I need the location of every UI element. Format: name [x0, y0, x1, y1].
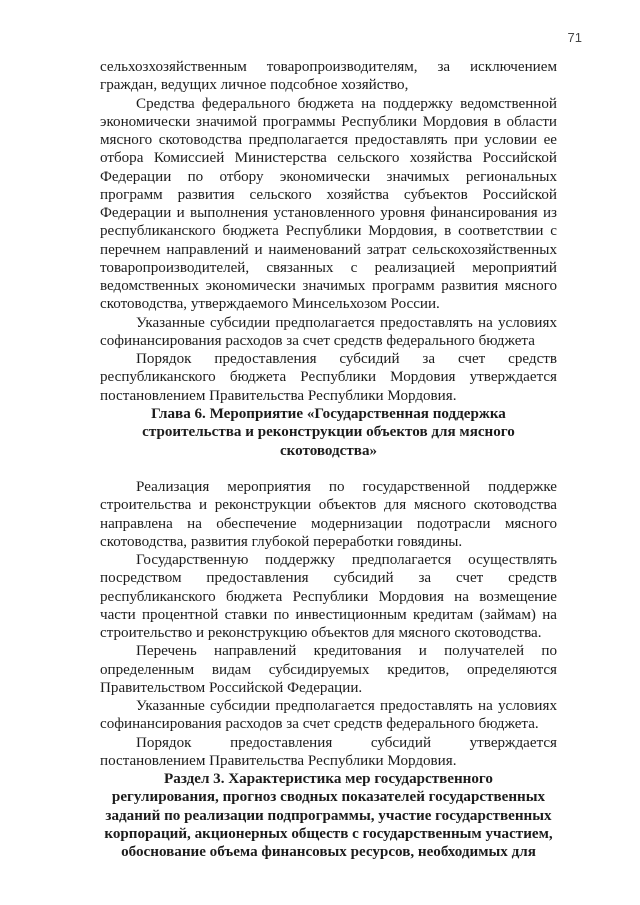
paragraph-credit-list: Перечень направлений кредитования и получателей по определенным видам субсидируемых кредитов, определяются Правительством Российской Федерации.	[100, 643, 557, 696]
paragraph-subsidies-federal: Указанные субсидии предполагается предоставлять на условиях софинансирования расходов за счет средств федерального бюджета.	[100, 698, 557, 733]
page-number: 71	[567, 30, 582, 45]
section-3-heading-line: обоснование объема финансовых ресурсов, необходимых для	[121, 844, 536, 860]
chapter-6-heading-line: Глава 6. Мероприятие «Государственная поддержка	[151, 406, 506, 422]
section-3-heading-line: корпораций, акционерных обществ с государственным участием,	[104, 825, 553, 842]
paragraph-continuation: сельхозхозяйственным товаропроизводителям, за исключением граждан, ведущих личное подсобное хозяйство,	[100, 59, 557, 94]
section-3-heading-line: заданий по реализации подпрограммы, участие государственных	[105, 807, 552, 824]
section-3-heading	[100, 770, 557, 861]
chapter-6-heading	[100, 405, 557, 460]
body-text-block-1	[100, 58, 557, 405]
paragraph-implementation: Реализация мероприятия по государственной поддержке строительства и реконструкции объектов для мясного скотоводства направлена на обеспечение модернизации подотрасли мясного скотоводства, развития глубокой переработки говядины.	[100, 479, 557, 550]
paragraph-state-support: Государственную поддержку предполагается осуществлять посредством предоставления субсидий за счет средств республиканского бюджета Республики Мордовия на возмещение части процентной ставки по инвестиционным кредитам (займам) на строительство и реконструкцию объектов для мясного скотоводства.	[100, 552, 557, 641]
body-text-block-2	[100, 478, 557, 770]
chapter-6-heading-line: скотоводства»	[279, 442, 378, 459]
paragraph-subsidy-procedure: Порядок предоставления субсидий за счет средств республиканского бюджета Республики Мордовия утверждается постановлением Правительства Республики Мордовия.	[100, 351, 557, 404]
section-3-heading-line: Раздел 3. Характеристика мер государственного	[164, 771, 493, 787]
paragraph-subsidies-cofinancing: Указанные субсидии предполагается предоставлять на условиях софинансирования расходов за счет средств федерального бюджета	[100, 314, 557, 349]
section-3-heading-line: регулирования, прогноз сводных показателей государственных	[111, 789, 546, 806]
chapter-6-heading-line: строительства и реконструкции объектов для мясного	[142, 424, 515, 441]
paragraph-federal-budget: Средства федерального бюджета на поддержку ведомственной экономически значимой программы Республики Мордовия в области мясного скотоводства предполагается предоставлять при условии ее отбора Комиссией Министерства сельского хозяйства Российской Федерации по отбору экономически значимых региональных программ развития сельского хозяйства субъектов Российской Федерации и выполнения установленного уровня финансирования из республиканского бюджета Республики Мордовия, в соответствии с перечнем направлений и наименований затрат сельскохозяйственных товаропроизводителей, связанных с реализацией мероприятий ведомственных экономически значимых программ развития мясного скотоводства, утверждаемого Минсельхозом России.	[100, 95, 557, 313]
paragraph-procedure-decree: Порядок предоставления субсидий утверждается постановлением Правительства Республики Мордовия.	[100, 734, 557, 769]
